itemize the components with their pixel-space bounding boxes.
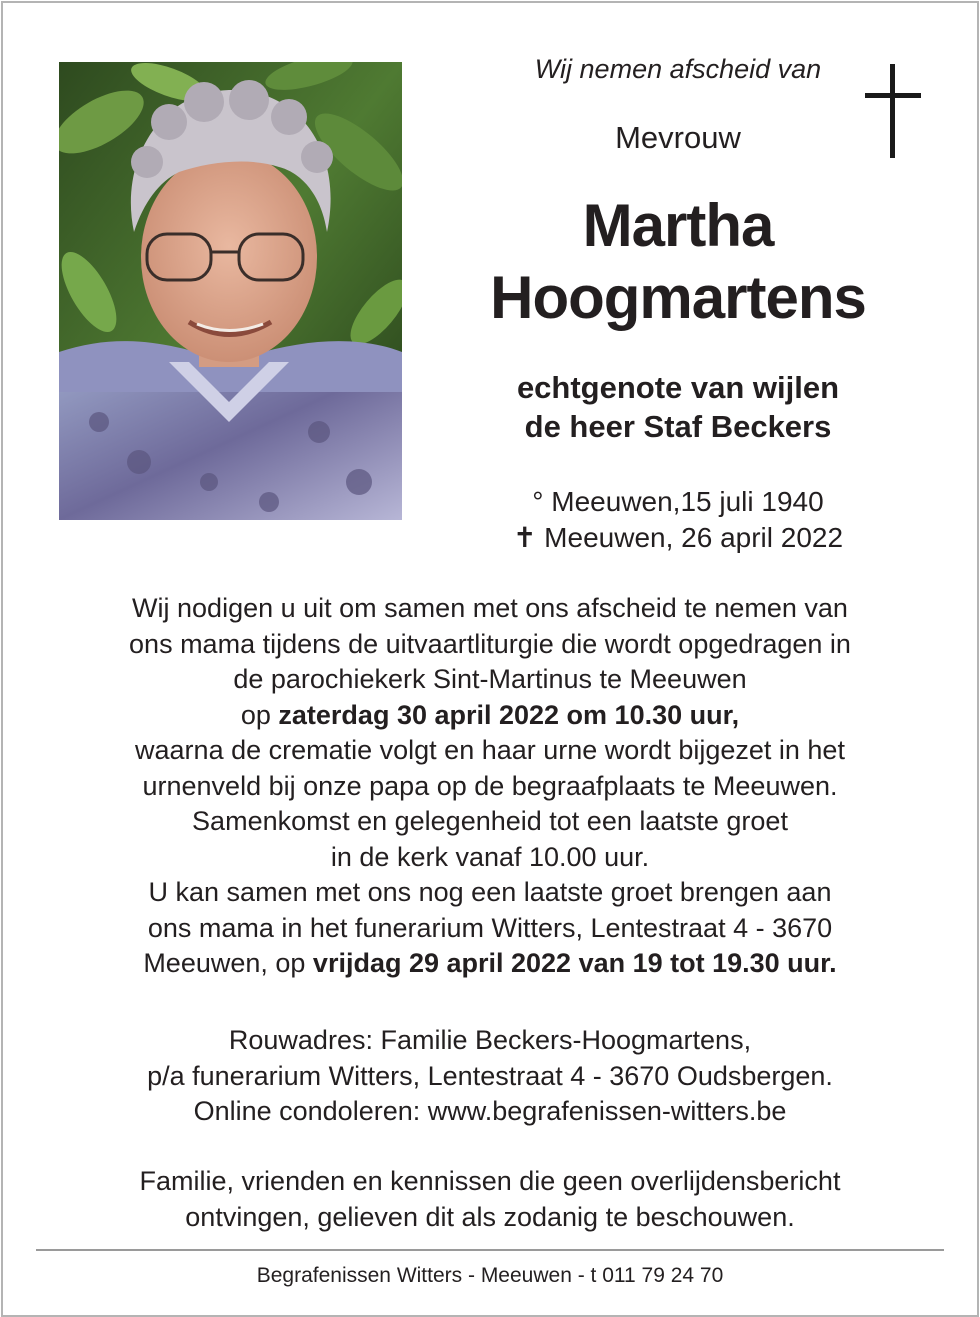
life-dates (430, 484, 926, 556)
invitation-line: Samenkomst en gelegenheid tot een laatste groet (192, 806, 788, 836)
visitation-date-line (40, 946, 940, 982)
invitation-line: ons mama tijdens de uitvaartliturgie die wordt opgedragen in (129, 628, 851, 659)
invitation-line: U kan samen met ons nog een laatste groet brengen aan (148, 877, 832, 907)
address-line: Rouwadres: Familie Beckers-Hoogmartens, (228, 1025, 752, 1055)
spouse-line-2: de heer Staf Beckers (524, 409, 832, 444)
first-name: Martha (582, 192, 774, 259)
visitation-prefix: Meeuwen, op (143, 948, 313, 978)
invitation-line: de parochiekerk Sint-Martinus te Meeuwen (233, 664, 747, 694)
closing-line: Familie, vrienden en kennissen die geen overlijdensbericht (139, 1166, 841, 1196)
spouse-info (430, 368, 926, 446)
birth-date: ° Meeuwen,15 juli 1940 (532, 486, 824, 517)
death-date: ✝ Meeuwen, 26 april 2022 (512, 522, 844, 553)
invitation-line: waarna de crematie volgt en haar urne wordt bijgezet in het (135, 735, 845, 765)
funeral-date: zaterdag 30 april 2022 om 10.30 uur, (278, 699, 740, 730)
visitation-date: vrijdag 29 april 2022 van 19 tot 19.30 uur. (312, 948, 837, 978)
funeral-date-prefix: op (240, 699, 279, 730)
closing-note (40, 1164, 940, 1235)
mourning-address (40, 1023, 940, 1130)
invitation-line: ons mama in het funerarium Witters, Lentestraat 4 - 3670 (147, 912, 833, 943)
invitation-text (40, 591, 940, 982)
invitation-line: in de kerk vanaf 10.00 uur. (330, 841, 650, 872)
closing-line: ontvingen, gelieven dit als zodanig te beschouwen. (185, 1201, 795, 1232)
last-name: Hoogmartens (490, 264, 866, 331)
footer-divider (36, 1249, 944, 1251)
intro-text: Wij nemen afscheid van (534, 54, 822, 84)
invitation-line: urnenveld bij onze papa op de begraafplaats te Meeuwen. (142, 770, 838, 801)
portrait-photo (59, 62, 402, 520)
title-text: Mevrouw (615, 120, 741, 155)
condolence-link: Online condoleren: www.begrafenissen-witters.be (193, 1096, 787, 1126)
footer-text: Begrafenissen Witters - Meeuwen - t 011 79 24 70 (256, 1264, 724, 1287)
address-line: p/a funerarium Witters, Lentestraat 4 - 3670 Oudsbergen. (147, 1060, 833, 1091)
deceased-name (430, 190, 926, 334)
spouse-line-1: echtgenote van wijlen (516, 370, 840, 405)
invitation-line: Wij nodigen u uit om samen met ons afscheid te nemen van (132, 593, 848, 623)
funeral-date-line (40, 698, 940, 734)
